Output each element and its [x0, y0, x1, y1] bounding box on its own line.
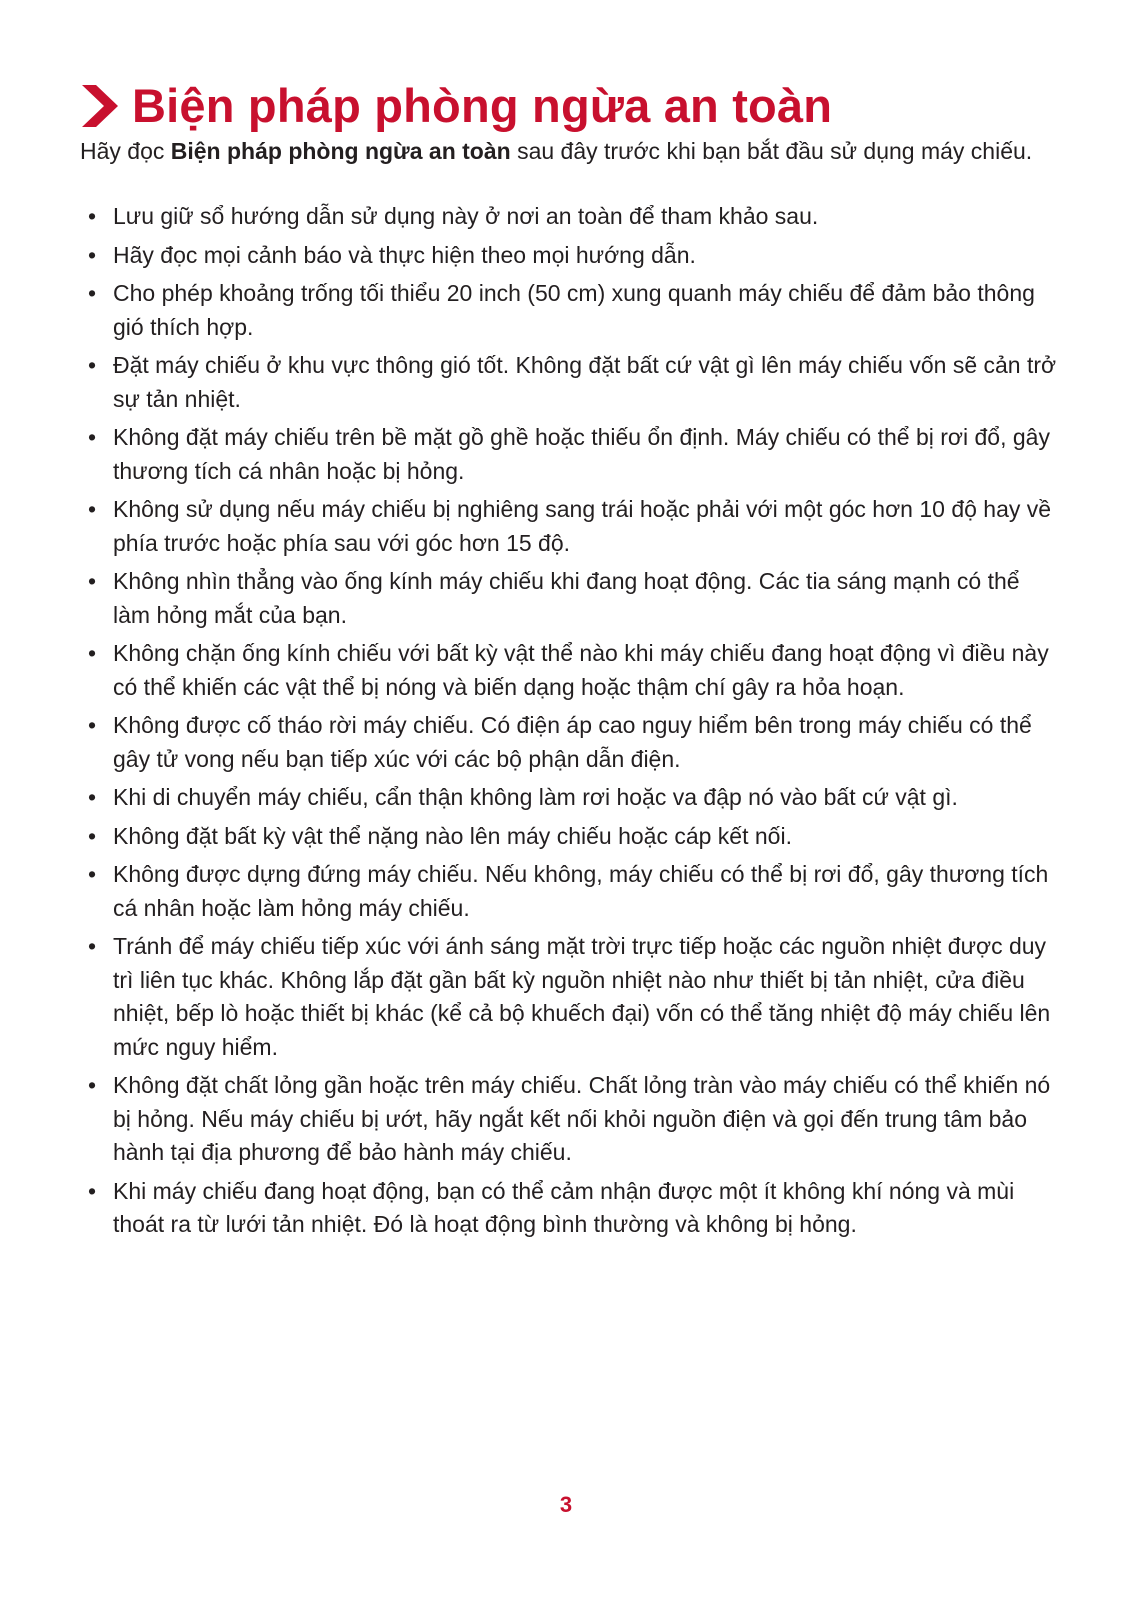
list-item-text: Không đặt máy chiếu trên bề mặt gồ ghề hoặc thiếu ổn định. Máy chiếu có thể bị rơi đổ, gây thương tích cá nhân hoặc bị hỏng.: [113, 424, 1050, 484]
bullet: •: [88, 352, 97, 378]
list-item-text: Không được cố tháo rời máy chiếu. Có điện áp cao nguy hiểm bên trong máy chiếu có thể gây tử vong nếu bạn tiếp xúc với các bộ phận dẫn điện.: [113, 712, 1032, 772]
list-item: [80, 565, 1060, 632]
list-item-text: Không đặt chất lỏng gần hoặc trên máy chiếu. Chất lỏng tràn vào máy chiếu có thể khiến nó bị hỏng. Nếu máy chiếu bị ướt, hãy ngắt kết nối khỏi nguồn điện và gọi đến trung tâm bảo hành tại địa phương để bảo hành máy chiếu.: [113, 1072, 1051, 1165]
list-item: [80, 637, 1060, 704]
bullet: •: [88, 568, 97, 594]
list-item: [80, 1175, 1060, 1242]
bullet: •: [88, 496, 97, 522]
precautions-list: [80, 200, 1060, 1247]
page-title: Biện pháp phòng ngừa an toàn: [132, 79, 833, 132]
intro-bold: Biện pháp phòng ngừa an toàn: [170, 138, 511, 164]
list-item: [80, 930, 1060, 1064]
bullet: •: [88, 203, 97, 229]
list-item: [80, 200, 1060, 234]
list-item: [80, 820, 1060, 854]
list-item-text: Không được dựng đứng máy chiếu. Nếu không, máy chiếu có thể bị rơi đổ, gây thương tích cá nhân hoặc làm hỏng máy chiếu.: [113, 861, 1049, 921]
list-item-text: Đặt máy chiếu ở khu vực thông gió tốt. Không đặt bất cứ vật gì lên máy chiếu vốn sẽ cản trở sự tản nhiệt.: [113, 352, 1057, 412]
list-item: [80, 781, 1060, 815]
list-item: [80, 421, 1060, 488]
list-item-text: Tránh để máy chiếu tiếp xúc với ánh sáng mặt trời trực tiếp hoặc các nguồn nhiệt được duy trì liên tục khác. Không lắp đặt gần bất kỳ nguồn nhiệt nào như thiết bị tản nhiệt, cửa điều nhiệt, bếp lò hoặc thiết bị khác (kể cả bộ khuếch đại) vốn có thể tăng nhiệt độ máy chiếu lên mức nguy hiểm.: [113, 933, 1051, 1060]
bullet: •: [88, 640, 97, 666]
intro-suffix: sau đây trước khi bạn bắt đầu sử dụng máy chiếu.: [510, 138, 1033, 164]
page-number: 3: [559, 1492, 573, 1517]
bullet: •: [88, 1177, 97, 1204]
list-item-text: Khi máy chiếu đang hoạt động, bạn có thể cảm nhận được một ít không khí nóng và mùi thoát ra từ lưới tản nhiệt. Đó là hoạt động bình thường và không bị hỏng.: [113, 1177, 1015, 1237]
list-item-text: Không đặt bất kỳ vật thể nặng nào lên máy chiếu hoặc cáp kết nối.: [113, 822, 792, 849]
list-item: [80, 277, 1060, 344]
intro-prefix: Hãy đọc: [80, 138, 171, 164]
list-item-text: Không nhìn thẳng vào ống kính máy chiếu khi đang hoạt động. Các tia sáng mạnh có thể làm hỏng mắt của bạn.: [113, 568, 1020, 628]
bullet: •: [88, 1072, 97, 1098]
bullet: •: [88, 822, 97, 849]
list-item: [80, 239, 1060, 273]
list-item-text: Không sử dụng nếu máy chiếu bị nghiêng sang trái hoặc phải với một góc hơn 10 độ hay về phía trước hoặc phía sau với góc hơn 15 độ.: [113, 496, 1052, 556]
intro-paragraph: [80, 134, 1060, 168]
list-item-text: Cho phép khoảng trống tối thiểu 20 inch (50 cm) xung quanh máy chiếu để đảm bảo thông gió thích hợp.: [113, 280, 1035, 340]
list-item: [80, 493, 1060, 560]
list-item: [80, 858, 1060, 925]
list-item-text: Không chặn ống kính chiếu với bất kỳ vật thể nào khi máy chiếu đang hoạt động vì điều này có thể khiến các vật thể bị nóng và biến dạng hoặc thậm chí gây ra hỏa hoạn.: [113, 640, 1049, 700]
list-item-text: Hãy đọc mọi cảnh báo và thực hiện theo mọi hướng dẫn.: [113, 241, 696, 268]
list-item-text: Khi di chuyển máy chiếu, cẩn thận không làm rơi hoặc va đập nó vào bất cứ vật gì.: [113, 784, 958, 810]
bullet: •: [88, 424, 97, 450]
list-item-text: Lưu giữ sổ hướng dẫn sử dụng này ở nơi an toàn để tham khảo sau.: [113, 203, 819, 229]
bullet: •: [88, 784, 97, 810]
bullet: •: [88, 861, 97, 887]
section-header: [80, 78, 832, 134]
list-item: [80, 709, 1060, 776]
chevron-right-icon: [80, 83, 120, 129]
bullet: •: [88, 280, 97, 306]
list-item: [80, 349, 1060, 416]
bullet: •: [88, 933, 97, 959]
bullet: •: [88, 712, 97, 738]
list-item: [80, 1069, 1060, 1170]
bullet: •: [88, 241, 97, 268]
